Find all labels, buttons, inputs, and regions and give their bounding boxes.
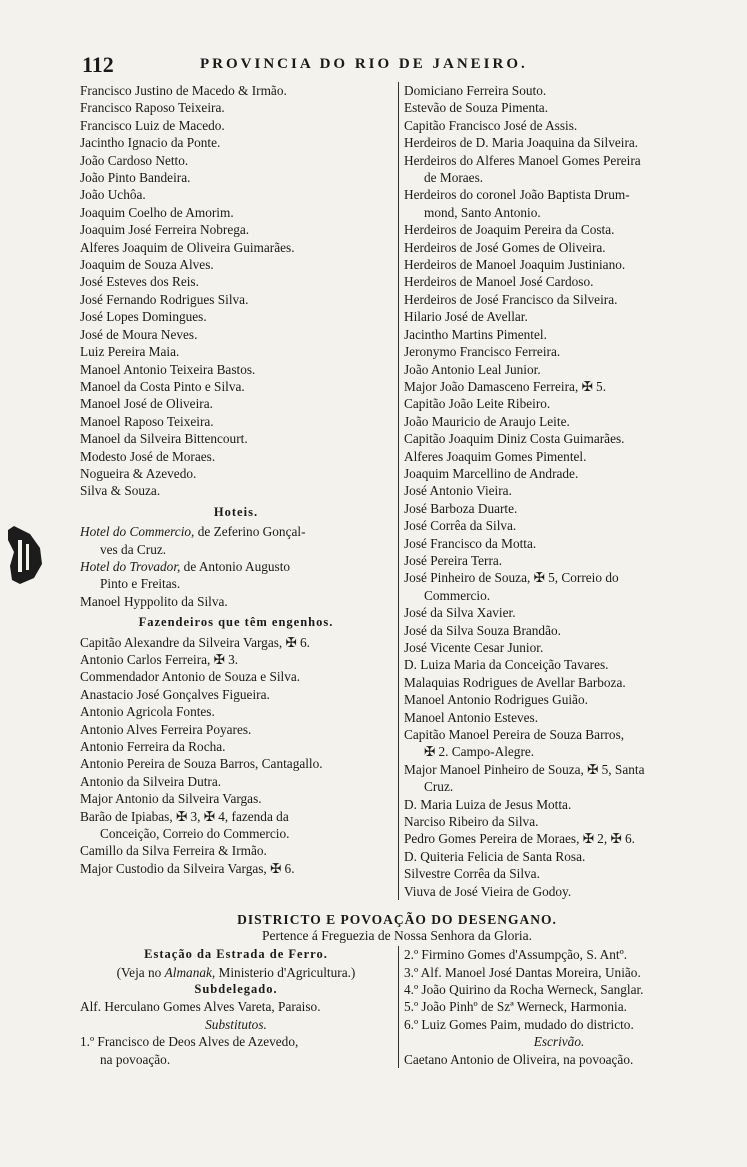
list-item: José Antonio Vieira. — [404, 483, 512, 499]
list-item: Joaquim Coelho de Amorim. — [80, 204, 234, 220]
list-item: Jeronymo Francisco Ferreira. — [404, 344, 561, 360]
list-item: Antonio Alves Ferreira Poyares. — [80, 721, 252, 737]
list-item: José Corrêa da Silva. — [404, 518, 517, 534]
right-column — [398, 82, 714, 900]
list-item: D. Quiteria Felicia de Santa Rosa. — [404, 848, 586, 864]
list-item: João Mauricio de Araujo Leite. — [404, 413, 570, 429]
hotel-entry — [80, 558, 392, 575]
district-right-column — [398, 946, 714, 1068]
list-item: Luiz Pereira Maia. — [80, 344, 180, 360]
list-item: Herdeiros de D. Maria Joaquina da Silveira. — [404, 135, 639, 151]
list-item: Major Manoel Pinheiro de Souza, ✠ 5, Santa — [404, 761, 645, 777]
list-item: Anastacio José Gonçalves Figueira. — [80, 686, 270, 702]
list-item: Viuva de José Vieira de Godoy. — [404, 883, 572, 899]
list-item-continuation: de Moraes. — [424, 170, 484, 186]
list-item: Manoel José de Oliveira. — [80, 396, 213, 412]
list-item: Alferes Joaquim Gomes Pimentel. — [404, 448, 587, 464]
list-item: Domiciano Ferreira Souto. — [404, 83, 547, 98]
list-item: Herdeiros de Manoel Joaquim Justiniano. — [404, 257, 626, 273]
hotel-owner: de Antonio Augusto — [180, 558, 291, 574]
list-item-continuation: mond, Santo Antonio. — [424, 204, 541, 220]
list-item: Herdeiros do coronel João Baptista Drum- — [404, 187, 630, 203]
list-item: José Lopes Domingues. — [80, 309, 207, 325]
list-item: Major Custodio da Silveira Vargas, ✠ 6. — [80, 860, 295, 876]
list-item: Manoel da Costa Pinto e Silva. — [80, 378, 245, 394]
list-item: José Pereira Terra. — [404, 552, 503, 568]
list-item: José da Silva Xavier. — [404, 605, 516, 621]
list-item: Modesto José de Moraes. — [80, 448, 216, 464]
list-item: Herdeiros de José Gomes de Oliveira. — [404, 239, 606, 255]
list-item: D. Maria Luiza de Jesus Motta. — [404, 796, 572, 812]
list-item: Manoel Antonio Rodrigues Guião. — [404, 692, 588, 708]
list-item: Manoel Raposo Teixeira. — [80, 413, 214, 429]
hotel-name: Hotel do Commercio, — [80, 524, 195, 540]
list-item: João Antonio Leal Junior. — [404, 361, 541, 377]
substituto-1-line-1: 1.º Francisco de Deos Alves de Azevedo, — [80, 1034, 299, 1050]
list-item: Capitão Joaquim Diniz Costa Guimarães. — [404, 431, 625, 447]
left-name-list — [80, 82, 392, 500]
fazendeiros-heading: Fazendeiros que têm engenhos. — [138, 615, 334, 630]
list-item: Nogueira & Azevedo. — [80, 465, 197, 481]
list-item: Joaquim José Ferreira Nobrega. — [80, 222, 250, 238]
list-item: José Fernando Rodrigues Silva. — [80, 291, 249, 307]
list-item: Antonio Pereira de Souza Barros, Cantagallo. — [80, 756, 323, 772]
escrivao-name: Caetano Antonio de Oliveira, na povoação. — [404, 1051, 634, 1067]
fazendeiros-list — [80, 634, 392, 808]
district-substitutos-list — [404, 946, 714, 1033]
veja-prefix: (Veja no — [116, 964, 165, 980]
list-item: Antonio da Silveira Dutra. — [80, 773, 222, 789]
list-item: Jacintho Ignacio da Ponte. — [80, 135, 221, 151]
list-item: José Pinheiro de Souza, ✠ 5, Correio do — [404, 570, 619, 586]
list-item: Antonio Carlos Ferreira, ✠ 3. — [80, 652, 239, 667]
list-item: Hilario José de Avellar. — [404, 309, 528, 325]
hotel-entry — [80, 523, 392, 540]
list-item: João Pinto Bandeira. — [80, 170, 191, 186]
page-number: 112 — [82, 52, 114, 77]
hotel-continuation: ves da Cruz. — [100, 541, 167, 557]
list-item: Manoel da Silveira Bittencourt. — [80, 431, 248, 447]
list-item: D. Luiza Maria da Conceição Tavares. — [404, 657, 609, 673]
veja-almanak: Almanak, — [164, 964, 216, 980]
list-item: José da Silva Souza Brandão. — [404, 622, 561, 638]
list-item: Herdeiros do Alferes Manoel Gomes Pereira — [404, 152, 641, 168]
directory-columns — [80, 82, 714, 900]
hotel-name: Hotel do Trovador, — [80, 558, 181, 574]
list-item: Antonio Ferreira da Rocha. — [80, 739, 226, 755]
subdelegado-name: Alf. Herculano Gomes Alves Vareta, Paraiso. — [80, 999, 321, 1015]
substitutos-heading: Substitutos. — [205, 1016, 267, 1032]
hotel-extra: Manoel Hyppolito da Silva. — [80, 593, 228, 609]
page — [80, 52, 714, 1068]
list-item: Herdeiros de Joaquim Pereira da Costa. — [404, 222, 615, 238]
list-item: José Esteves dos Reis. — [80, 274, 199, 290]
list-item: Jacintho Martins Pimentel. — [404, 326, 547, 342]
list-item: Antonio Agricola Fontes. — [80, 704, 215, 720]
barao-line-2: Conceição, Correio do Commercio. — [100, 826, 290, 842]
list-item: Commendador Antonio de Souza e Silva. — [80, 669, 301, 685]
list-item: José Vicente Cesar Junior. — [404, 640, 544, 655]
list-item: Malaquias Rodrigues de Avellar Barboza. — [404, 674, 626, 690]
substituto-entry: 2.º Firmino Gomes d'Assumpção, S. Antº. — [404, 947, 628, 963]
list-item: Manoel Antonio Esteves. — [404, 709, 539, 725]
substituto-1-line-2: na povoação. — [100, 1051, 171, 1067]
list-item: Capitão Manoel Pereira de Souza Barros, — [404, 727, 625, 743]
library-stamp-mark — [0, 520, 48, 590]
running-title: PROVINCIA DO RIO DE JANEIRO. — [200, 56, 528, 72]
list-item: Pedro Gomes Pereira de Moraes, ✠ 2, ✠ 6. — [404, 831, 635, 847]
list-item: Camillo da Silva Ferreira & Irmão. — [80, 843, 267, 859]
estacao-heading: Estação da Estrada de Ferro. — [144, 947, 328, 962]
list-item: Major João Damasceno Ferreira, ✠ 5. — [404, 378, 607, 394]
list-item: Manoel Antonio Teixeira Bastos. — [80, 361, 256, 377]
list-item: José Francisco da Motta. — [404, 535, 537, 551]
list-item: João Uchôa. — [80, 187, 146, 203]
right-entry-list — [404, 82, 714, 900]
substituto-entry: 3.º Alf. Manoel José Dantas Moreira, União. — [404, 964, 641, 980]
list-item: José de Moura Neves. — [80, 326, 198, 342]
list-item: Major Antonio da Silveira Vargas. — [80, 791, 262, 807]
barao-line-1: Barão de Ipiabas, ✠ 3, ✠ 4, fazenda da — [80, 808, 289, 824]
list-item: Silvestre Corrêa da Silva. — [404, 866, 540, 882]
substituto-entry: 6.º Luiz Gomes Paim, mudado do districto. — [404, 1016, 634, 1032]
escrivao-heading: Escrivão. — [533, 1034, 585, 1050]
district-subtitle: Pertence á Freguezia de Nossa Senhora da Gloria. — [262, 928, 532, 944]
list-item: Estevão de Souza Pimenta. — [404, 100, 549, 116]
list-item: Joaquim de Souza Alves. — [80, 257, 214, 273]
list-item: José Barboza Duarte. — [404, 500, 518, 516]
subdelegado-heading: Subdelegado. — [194, 981, 278, 996]
district-left-column — [80, 946, 398, 1068]
list-item: Herdeiros de Manoel José Cardoso. — [404, 274, 594, 290]
hotel-owner: de Zeferino Gonçal- — [194, 524, 306, 540]
list-item: Capitão Alexandre da Silveira Vargas, ✠ 6. — [80, 634, 310, 650]
veja-suffix: Ministerio d'Agricultura.) — [215, 964, 356, 980]
substituto-entry: 4.º João Quirino da Rocha Werneck, Sanglar. — [404, 981, 644, 997]
list-item: Herdeiros de José Francisco da Silveira. — [404, 291, 618, 307]
page-header — [80, 52, 714, 82]
list-item: Joaquim Marcellino de Andrade. — [404, 465, 579, 481]
list-item: Francisco Raposo Teixeira. — [80, 100, 225, 116]
substituto-entry: 5.º João Pinhº de Szª Werneck, Harmonia. — [404, 999, 627, 1015]
hotel-continuation: Pinto e Freitas. — [100, 576, 181, 592]
list-item: João Cardoso Netto. — [80, 152, 189, 168]
fazendeiros-end-list — [80, 842, 392, 877]
list-item-continuation: Cruz. — [424, 779, 454, 795]
list-item: Narciso Ribeiro da Silva. — [404, 814, 539, 830]
list-item-continuation: ✠ 2. Campo-Alegre. — [424, 744, 535, 760]
hoteis-list — [80, 523, 392, 593]
list-item-continuation: Commercio. — [424, 587, 491, 603]
left-column — [80, 82, 398, 900]
list-item: Francisco Luiz de Macedo. — [80, 117, 225, 133]
list-item: Capitão Francisco José de Assis. — [404, 117, 578, 133]
district-title: DISTRICTO E POVOAÇÃO DO DESENGANO. — [237, 912, 557, 928]
hoteis-heading: Hoteis. — [213, 504, 259, 519]
district-columns — [80, 946, 714, 1068]
list-item: Capitão João Leite Ribeiro. — [404, 396, 551, 412]
veja-note — [80, 964, 392, 981]
list-item: Alferes Joaquim de Oliveira Guimarães. — [80, 239, 295, 255]
list-item: Silva & Souza. — [80, 483, 161, 499]
list-item: Francisco Justino de Macedo & Irmão. — [80, 83, 287, 98]
